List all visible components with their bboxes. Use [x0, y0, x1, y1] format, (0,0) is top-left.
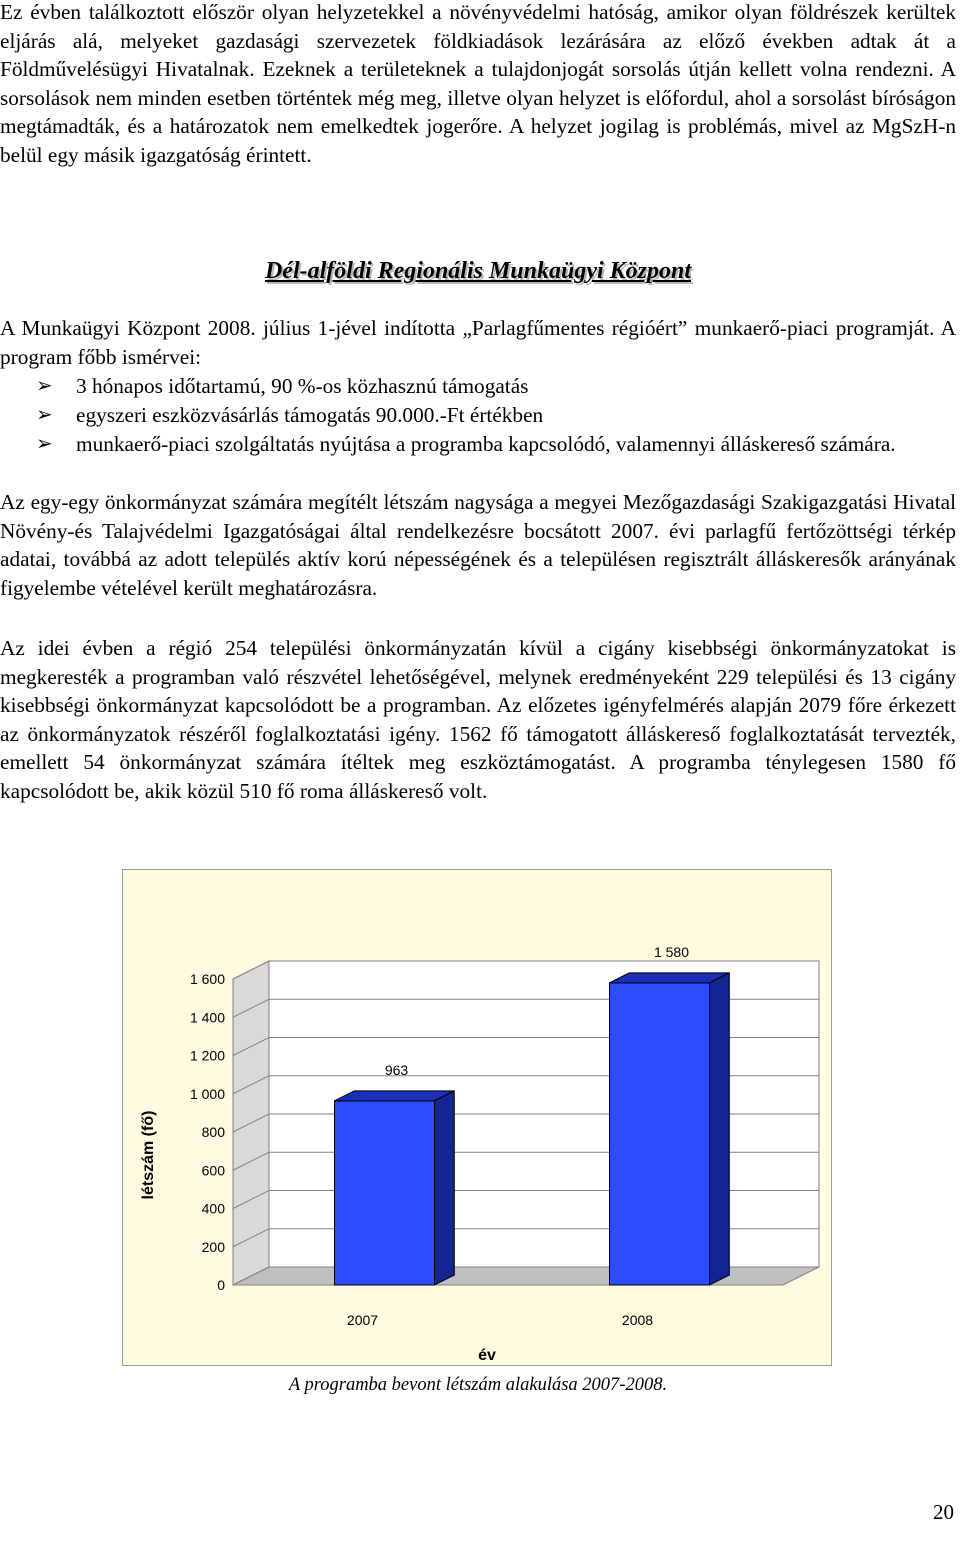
program-features-list — [0, 372, 956, 459]
list-item-text: egyszeri eszközvásárlás támogatás 90.000.-Ft értékben — [76, 403, 544, 427]
x-tick-label: 2007 — [346, 1312, 379, 1328]
bar — [335, 1101, 435, 1285]
y-tick-label: 800 — [201, 1124, 225, 1140]
bar-top — [610, 973, 730, 983]
program-intro-paragraph: A Munkaügyi Központ 2008. július 1-jével indította „Parlagfűmentes régióért” munkaerő-piaci programját. A program főbb ismérvei: — [0, 316, 956, 369]
y-tick-label: 400 — [201, 1200, 225, 1217]
list-item — [0, 430, 956, 459]
data-label: 1 580 — [653, 943, 690, 960]
arrow-right-icon: ➢ — [36, 375, 53, 397]
x-axis-label: év — [478, 1347, 496, 1364]
bar-top — [335, 1091, 455, 1101]
y-tick-label: 1 400 — [189, 1009, 225, 1026]
list-item — [0, 372, 956, 401]
y-tick-label: 1 000 — [189, 1085, 225, 1102]
chart-canvas — [123, 870, 831, 1365]
y-axis-label: létszám (fő) — [140, 1110, 157, 1200]
y-tick-label: 200 — [201, 1238, 225, 1255]
section-heading: Dél-alföldi Regionális Munkaügyi Központ — [264, 258, 692, 284]
list-item-text: 3 hónapos időtartamú, 90 %-os közhasznú támogatás — [76, 374, 529, 398]
y-tick-label: 1 200 — [189, 1047, 225, 1064]
allocation-paragraph: Az egy-egy önkormányzat számára megítélt létszám nagysága a megyei Mezőgazdasági Szakigazgatási Hivatal Növény-és Talajvédelmi Igazgatóságai által rendelkezésre bocsátott 2007. évi parlagfű fertőzöttségi térkép adatai, továbbá az adott település aktív korú népességének és a településen regisztrált álláskeresők arányának figyelembe vételével került meghatározásra. — [0, 490, 956, 600]
x-tick-label: 2008 — [621, 1312, 654, 1328]
list-item — [0, 401, 956, 430]
chart-caption: A programba bevont létszám alakulása 2007-2008. — [288, 1375, 668, 1395]
intro-paragraph: Ez évben találkoztott először olyan helyzetekkel a növényvédelmi hatóság, amikor olyan földrészek kerültek eljárás alá, melyeket gazdasági szervezetek földkiadások lezárására az előző években adtak át a Földművelésügyi Hivatalnak. Ezeknek a területeknek a tulajdonjogát sorsolás útján kellett volna rendezni. A sorsolások nem minden esetben történtek még meg, illetve olyan helyzet is előfordul, ahol a sorsolást bíróságon megtámadták, és a határozatok nem emelkedtek jogerőre. A helyzet jogilag is problémás, mivel az MgSzH-n belül egy másik igazgatóság érintett. — [0, 0, 956, 167]
list-item-text: munkaerő-piaci szolgáltatás nyújtása a programba kapcsolódó, valamennyi álláskereső számára. — [76, 432, 896, 456]
bar-chart — [122, 869, 832, 1366]
y-tick-label: 1 600 — [189, 971, 225, 987]
y-tick-label: 0 — [217, 1277, 225, 1293]
page-number: 20 — [933, 1500, 954, 1524]
y-tick-label: 600 — [201, 1162, 225, 1179]
results-paragraph: Az idei évben a régió 254 települési önkormányzatán kívül a cigány kisebbségi önkormányzatokat is megkeresték a programban való részvétel lehetőségével, melynek eredményeként 229 települési és 13 cigány kisebbségi önkormányzat kapcsolódott be a programban. Az előzetes igényfelmérés alapján 2079 főre érkezett az önkormányzatok részéről foglalkoztatási igény. 1562 fő támogatott álláskereső foglalkoztatását tervezték, emellett 54 önkormányzat számára ítéltek meg eszköztámogatást. A programba ténylegesen 1580 fő kapcsolódott be, akik közül 510 fő roma álláskereső volt. — [0, 636, 956, 803]
bar-side — [710, 973, 730, 1285]
bar — [610, 983, 710, 1285]
bar-side — [435, 1091, 455, 1285]
arrow-right-icon: ➢ — [36, 433, 53, 455]
arrow-right-icon: ➢ — [36, 404, 53, 426]
data-label: 963 — [384, 1061, 409, 1078]
chart-floor — [233, 1267, 819, 1285]
